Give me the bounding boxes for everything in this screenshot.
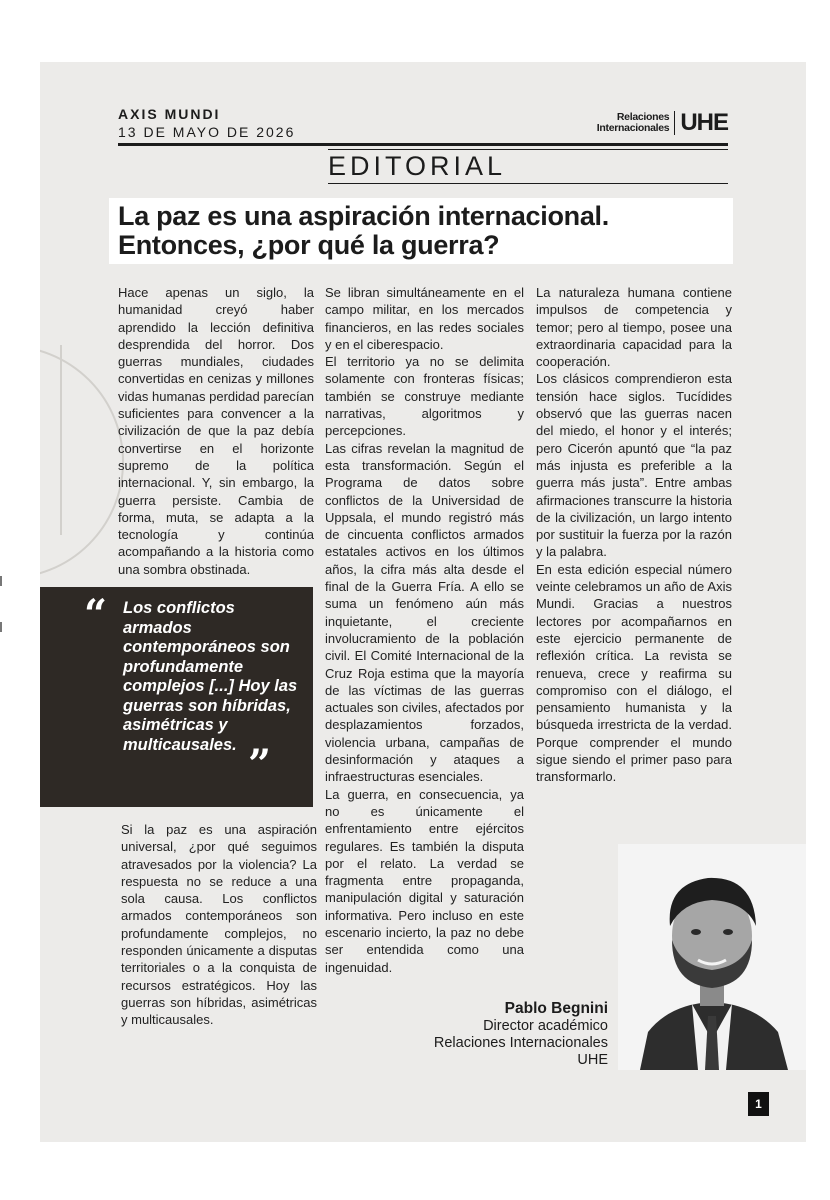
- author-institution: UHE: [577, 1052, 608, 1068]
- paragraph: Si la paz es una aspiración universal, ¿por qué seguimos atravesados por la violencia? La respuesta no se reduce a una sola causa. Los conflictos armados contemporáneos son profundamente complejos, no responden únicamente a disputas territoriales o a la conquista de recursos estratégicos. Hoy las guerras son híbridas, asimétricas y multicausales.: [121, 822, 317, 1028]
- paragraph: Los clásicos comprendieron esta tensión hace siglos. Tucídides observó que las guerras nacen del miedo, el honor y el interés; pero Cicerón apuntó que “la paz más injusta es preferible a la guerra más justa”. Entre ambas afirmaciones transcurre la historia de la civilización, un largo intento por sustituir la fuerza por la razón y la palabra.: [536, 371, 732, 560]
- pull-quote: [40, 587, 313, 807]
- magazine-page: [40, 62, 806, 1142]
- paragraph: La guerra, en consecuencia, ya no es únicamente el enfrentamiento entre ejércitos regulares. Es también la disputa por el relato. La verdad se fragmenta entre propaganda, manipulación digital y saturación informativa. Pero incluso en este escenario incierto, la paz no debe ser entendida como una ingenuidad.: [325, 786, 524, 975]
- headline-line-2: Entonces, ¿por qué la guerra?: [118, 230, 500, 260]
- paragraph: Se libran simultáneamente en el campo militar, en los mercados financieros, en las redes sociales y en el ciberespacio.: [325, 285, 524, 352]
- headline: [118, 202, 609, 260]
- logo-text: [597, 112, 670, 134]
- paragraph: En esta edición especial número veinte celebramos un año de Axis Mundi. Gracias a nuestros lectores por acompañarnos en este ejercicio permanente de reflexión crítica. La revista se renueva, crece y reafirma su compromiso con el diálogo, el pensamiento humanista y la búsqueda irrestricta de la verdad. Porque comprender el mundo sigue siendo el primer paso para transformarlo.: [536, 561, 732, 785]
- open-quote-icon: “: [84, 591, 108, 638]
- headline-line-1: La paz es una aspiración internacional.: [118, 201, 609, 231]
- logo-line-1: Relaciones: [616, 111, 670, 123]
- close-quote-icon: ”: [248, 741, 272, 788]
- author-signature: [434, 1000, 608, 1069]
- author-role: Director académico: [483, 1018, 608, 1034]
- decorative-line: [60, 345, 62, 535]
- logo-divider: [674, 111, 675, 135]
- paragraph: La naturaleza humana contiene impulsos de competencia y temor; pero al tiempo, posee una extraordinaria capacidad para la cooperación.: [536, 285, 732, 370]
- paragraph: Las cifras revelan la magnitud de esta transformación. Según el Programa de datos sobre conflictos de la Universidad de Uppsala, el mundo registró más de cincuenta conflictos armados estatales activos en los últimos años, la cifra más alta desde el final de la Guerra Fría. A ello se suma un fenómeno aún más inquietante, el creciente involucramiento de la población civil. El Comité Internacional de la Cruz Roja estima que la mayoría de las víctimas de las guerras actuales son civiles, afectados por desplazamientos forzados, violencia urbana, campañas de desinformación y ataques a infraestructuras esenciales.: [325, 440, 524, 785]
- section-rule-bottom: [328, 183, 728, 184]
- pull-quote-text: Los conflictos armados contemporáneos son profundamente complejos [...] Hoy las guerras son híbridas, asimétricas y multicausales.: [123, 599, 298, 754]
- logo-line-2: Internacionales: [596, 122, 670, 134]
- author-name: Pablo Begnini: [504, 1000, 608, 1017]
- article-column-2: [325, 284, 524, 976]
- article-column-3: [536, 284, 732, 786]
- article-column-1: [118, 284, 314, 578]
- article-column-1-continued: [121, 821, 317, 1029]
- section-title: EDITORIAL: [328, 150, 507, 181]
- publication-name: AXIS MUNDI: [118, 106, 221, 122]
- logo-brand: UHE: [680, 109, 728, 136]
- author-photo: [618, 844, 806, 1070]
- author-department: Relaciones Internacionales: [433, 1035, 608, 1051]
- masthead: [118, 106, 295, 140]
- institution-logo: [597, 109, 728, 137]
- issue-date: 13 DE MAYO DE 2026: [118, 124, 296, 140]
- paragraph: El territorio ya no se delimita solamente con fronteras físicas; también se construye mediante narrativas, algoritmos y percepciones.: [325, 354, 524, 439]
- decorative-outline: [40, 345, 124, 579]
- edge-mark: [0, 622, 2, 632]
- page-number: 1: [748, 1092, 769, 1116]
- header-rule: [118, 143, 728, 146]
- paragraph: Hace apenas un siglo, la humanidad creyó haber aprendido la lección definitiva desprendida del horror. Dos guerras mundiales, ciudades convertidas en cenizas y millones vidas humanas perdidad parecían suficientes para convencer a la civilización de que la paz debía convertirse en el horizonte supremo de la política internacional. Y, sin embargo, la guerra persiste. Cambia de forma, muta, se adapta a la tecnología y continúa acompañando a la historia como una sombra obstinada.: [118, 285, 314, 577]
- author-portrait-image: [618, 844, 806, 1070]
- edge-mark: [0, 576, 2, 586]
